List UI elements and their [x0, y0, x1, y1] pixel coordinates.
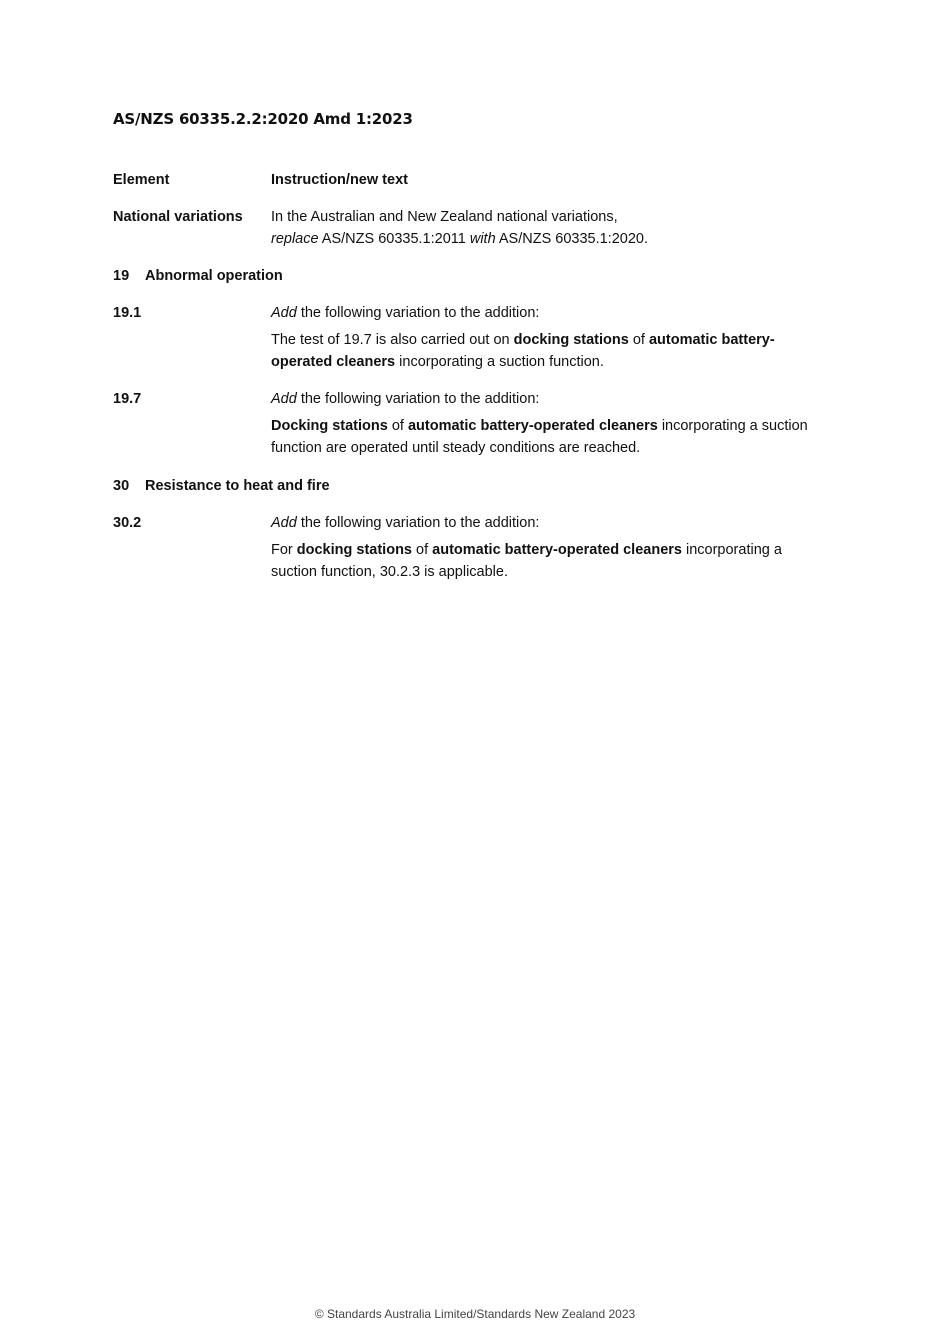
- clause-30-2-content: [271, 512, 831, 583]
- text-part: For: [271, 542, 297, 558]
- nv-replace-word: replace: [271, 231, 319, 247]
- nv-new-ref: AS/NZS 60335.1:2020.: [495, 231, 648, 247]
- clause-30-2-text: [271, 539, 831, 583]
- document-title: AS/NZS 60335.2.2:2020 Amd 1:2023: [113, 110, 413, 128]
- text-part: incorporating a suction function are operated until steady conditions are reached.: [271, 418, 808, 456]
- clause-19-1-content: [271, 302, 831, 373]
- nv-with-word: with: [469, 231, 496, 247]
- section-30-heading: [113, 475, 330, 497]
- header-instruction: Instruction/new text: [271, 172, 408, 188]
- nv-line1: In the Australian and New Zealand national variations,: [271, 209, 618, 225]
- text-part: incorporating a suction function, 30.2.3 is applicable.: [271, 542, 782, 580]
- add-word: Add: [271, 515, 297, 531]
- term-automatic-cleaners: automatic battery-operated cleaners: [407, 418, 658, 434]
- term-docking-stations: docking stations: [513, 332, 629, 348]
- clause-19-1-number: 19.1: [113, 305, 142, 321]
- instruction-rest: the following variation to the addition:: [296, 305, 540, 321]
- text-part: of: [387, 418, 408, 434]
- add-word: Add: [271, 305, 297, 321]
- instruction-rest: the following variation to the addition:: [296, 515, 540, 531]
- section-19-title: Abnormal operation: [145, 268, 283, 284]
- section-30-title: Resistance to heat and fire: [145, 478, 330, 494]
- text-part: of: [412, 542, 433, 558]
- clause-19-7-text: [271, 415, 831, 459]
- section-19-heading: [113, 265, 283, 287]
- term-automatic-cleaners: automatic battery-operated cleaners: [432, 542, 682, 558]
- section-19-number: 19: [113, 268, 130, 284]
- text-part: The test of 19.7 is also carried out on: [271, 332, 514, 348]
- copyright-footer: © Standards Australia Limited/Standards New Zealand 2023: [314, 1307, 636, 1321]
- clause-19-1-instruction: [271, 302, 831, 324]
- term-automatic-cleaners: automatic battery-operated cleaners: [271, 332, 775, 370]
- text-part: incorporating a suction function.: [395, 354, 604, 370]
- national-variations-label: National variations: [113, 209, 243, 225]
- nv-old-ref: AS/NZS 60335.1:2011: [318, 231, 470, 247]
- clause-19-7-instruction: [271, 388, 831, 410]
- section-30-number: 30: [113, 478, 130, 494]
- clause-30-2-instruction: [271, 512, 831, 534]
- term-docking-stations: Docking stations: [271, 418, 388, 434]
- add-word: Add: [271, 391, 297, 407]
- instruction-rest: the following variation to the addition:: [296, 391, 540, 407]
- national-variations-text: [271, 206, 831, 250]
- clause-19-7-number: 19.7: [113, 391, 142, 407]
- term-docking-stations: docking stations: [296, 542, 412, 558]
- clause-19-1-text: [271, 329, 831, 373]
- header-element: Element: [113, 172, 170, 188]
- text-part: of: [628, 332, 649, 348]
- clause-19-7-content: [271, 388, 831, 459]
- clause-30-2-number: 30.2: [113, 515, 142, 531]
